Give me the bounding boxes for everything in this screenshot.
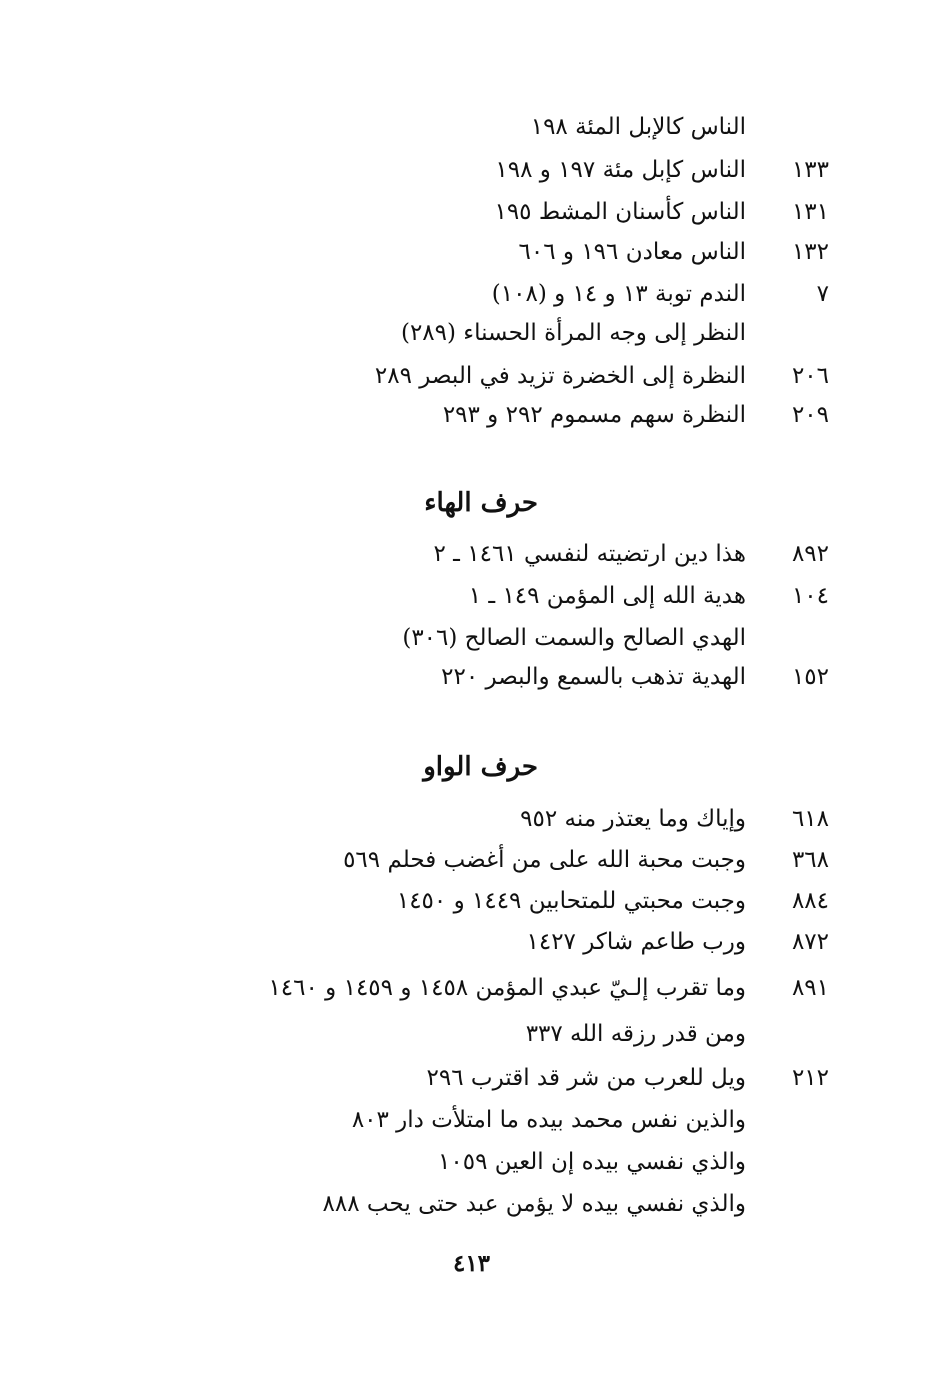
entry-text: هدية الله إلى المؤمن ١٤٩ ـ ١ bbox=[468, 583, 746, 609]
entry-text: الهدي الصالح والسمت الصالح (٣٠٦) bbox=[402, 625, 746, 651]
entry-text: الناس كالإبل المئة ١٩٨ bbox=[530, 114, 746, 140]
index-entry bbox=[0, 1184, 943, 1224]
index-entry bbox=[0, 150, 943, 190]
entry-text: النظر إلى وجه المرأة الحسناء (٢٨٩) bbox=[400, 320, 746, 346]
entry-text: والذين نفس محمد بيده ما امتلأت دار ٨٠٣ bbox=[351, 1107, 746, 1133]
entry-number: ٣٦٨ bbox=[791, 847, 829, 873]
index-entry bbox=[0, 840, 943, 880]
entry-text: وإياك وما يعتذر منه ٩٥٢ bbox=[520, 806, 746, 832]
entry-text: النظرة سهم مسموم ٢٩٢ و ٢٩٣ bbox=[442, 402, 746, 428]
entry-text: ويل للعرب من شر قد اقترب ٢٩٦ bbox=[426, 1065, 746, 1091]
index-entry bbox=[0, 1058, 943, 1098]
entry-number: ١٠٤ bbox=[791, 583, 829, 609]
entry-text: الندم توبة ١٣ و ١٤ و (١٠٨) bbox=[491, 281, 746, 307]
entry-text: النظرة إلى الخضرة تزيد في البصر ٢٨٩ bbox=[374, 363, 746, 389]
entry-text: ورب طاعم شاكر ١٤٢٧ bbox=[526, 929, 746, 955]
index-entry bbox=[0, 799, 943, 839]
entry-text: والذي نفسي بيده إن العين ١٠٥٩ bbox=[438, 1149, 746, 1175]
entry-number: ٧ bbox=[816, 281, 829, 307]
index-entry bbox=[0, 618, 943, 658]
entry-number: ١٣٣ bbox=[791, 157, 829, 183]
index-entry bbox=[0, 395, 943, 435]
entry-text: الهدية تذهب بالسمع والبصر ٢٢٠ bbox=[441, 664, 746, 690]
entry-number: ٢٠٩ bbox=[791, 402, 829, 428]
page-number: ٤١٣ bbox=[452, 1250, 491, 1277]
index-entry bbox=[0, 534, 943, 574]
entry-text: الناس معادن ١٩٦ و ٦٠٦ bbox=[518, 239, 746, 265]
index-entry bbox=[0, 922, 943, 962]
index-entry bbox=[0, 881, 943, 921]
index-entry bbox=[0, 356, 943, 396]
index-entry bbox=[0, 968, 943, 1008]
entry-number: ٢٠٦ bbox=[791, 363, 829, 389]
entry-text: والذي نفسي بيده لا يؤمن عبد حتى يحب ٨٨٨ bbox=[322, 1191, 746, 1217]
entry-number: ٨٨٤ bbox=[791, 888, 829, 914]
entry-text: وجبت محبة الله على من أغضب فحلم ٥٦٩ bbox=[343, 847, 746, 873]
entry-number: ٦١٨ bbox=[791, 806, 829, 832]
entry-number: ٨٧٢ bbox=[791, 929, 829, 955]
entry-number: ١٣٢ bbox=[791, 239, 829, 265]
index-entry bbox=[0, 1100, 943, 1140]
index-entry bbox=[0, 107, 943, 147]
entry-number: ١٥٢ bbox=[791, 664, 829, 690]
entry-text: هذا دين ارتضيته لنفسي ١٤٦١ ـ ٢ bbox=[433, 541, 746, 567]
entry-text: ومن قدر رزقه الله ٣٣٧ bbox=[525, 1021, 746, 1047]
section-heading: حرف الواو bbox=[423, 752, 538, 782]
entry-number: ١٣١ bbox=[791, 199, 829, 225]
index-entry bbox=[0, 1142, 943, 1182]
entry-text: الناس كأسنان المشط ١٩٥ bbox=[494, 199, 746, 225]
index-entry bbox=[0, 192, 943, 232]
index-entry bbox=[0, 657, 943, 697]
entry-text: وما تقرب إلـيّ عبدي المؤمن ١٤٥٨ و ١٤٥٩ و ١٤٦٠ bbox=[268, 975, 746, 1001]
index-entry bbox=[0, 232, 943, 272]
index-entry bbox=[0, 274, 943, 314]
entry-number: ٨٩٢ bbox=[791, 541, 829, 567]
entry-text: وجبت محبتي للمتحابين ١٤٤٩ و ١٤٥٠ bbox=[396, 888, 746, 914]
entry-number: ٢١٢ bbox=[791, 1065, 829, 1091]
section-heading: حرف الهاء bbox=[424, 488, 538, 518]
index-entry bbox=[0, 1014, 943, 1054]
index-entry bbox=[0, 313, 943, 353]
index-entry bbox=[0, 576, 943, 616]
entry-text: الناس كإبل مئة ١٩٧ و ١٩٨ bbox=[495, 157, 746, 183]
entry-number: ٨٩١ bbox=[791, 975, 829, 1001]
